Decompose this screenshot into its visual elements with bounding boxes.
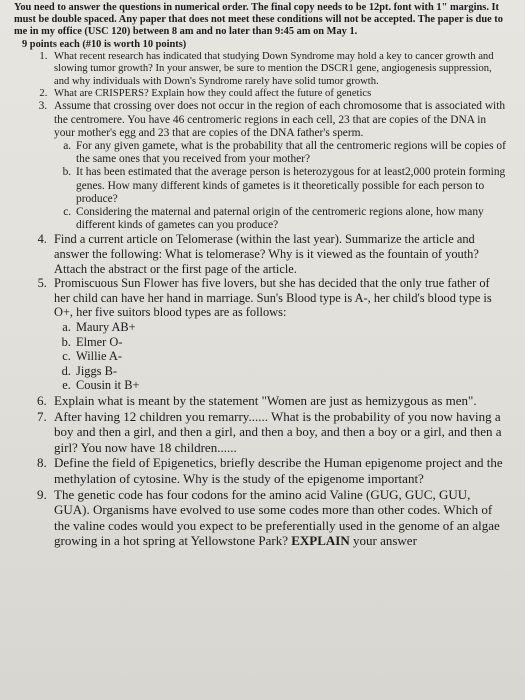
question-text: The genetic code has four codons for the amino acid Valine (GUG, GUC, GUU, GUA). Organisms have evolved to use some codes more than other codes. Which of the valine codes would you expect to be preferentially used in the genome of an algae growing in a hot spring at Yellowstone Park?	[54, 486, 500, 549]
question-text: Promiscuous Sun Flower has five lovers, but she has decided that the only true father of her child can have her hand in marriage. Sun's Blood type is A-, her child's blood type is O+, her five suitors blood types are as follows:	[54, 276, 492, 320]
question-tail: your answer	[353, 533, 417, 549]
question-emphasis: EXPLAIN	[291, 533, 350, 549]
question-text: Find a current article on Telomerase (within the last year). Summarize the article and answer the following: What is telomerase? Why is it viewed as the fountain of youth? Attach the abstract or the first page of the article.	[54, 232, 479, 276]
sub-question-a: a. For any given gamete, what is the probability that all the centromeric regions will be copies of the same ones that you received from your mother?	[74, 140, 507, 166]
question-text: What recent research has indicated that studying Down Syndrome may hold a key to cancer growth and slowing tumor growth? In your answer, be sure to mention the DSCR1 gene, angiogenesis suppression, and why individuals with Down's Syndrome rarely have solid tumor growth.	[54, 50, 494, 87]
question-9	[50, 487, 507, 549]
question-5	[50, 276, 507, 393]
suitor-list	[54, 320, 507, 393]
suitor-d: d. Jiggs B-	[74, 364, 507, 379]
sub-question-list	[54, 140, 507, 232]
points-note: 9 points each (#10 is worth 10 points)	[22, 38, 187, 50]
question-6	[50, 393, 507, 409]
suitor-c: c. Willie A-	[74, 349, 507, 364]
question-text: Define the field of Epigenetics, briefly describe the Human epigenome project and the methylation of cytosine. Why is the study of the epigenome important?	[54, 455, 503, 486]
suitor-a: a. Maury AB+	[74, 320, 507, 335]
question-text: Explain what is meant by the statement "Women are just as hemizygous as men".	[54, 393, 477, 408]
question-text: Assume that crossing over does not occur in the region of each chromosome that is associated with the centromere. You have 46 centromeric regions in each cell, 23 that are copies of the DNA in your mother's egg and 23 that are copies of the DNA father's sperm.	[54, 100, 506, 139]
sub-question-b: b. It has been estimated that the average person is heterozygous for at least2,000 protein forming genes. How many different kinds of gametes is it theoretically possible for each person to produce?	[74, 166, 507, 206]
sub-question-c: c. Considering the maternal and paternal origin of the centromeric regions alone, how many different kinds of gametes can you produce?	[74, 206, 507, 232]
question-2	[50, 88, 507, 100]
question-8	[50, 455, 507, 486]
question-list	[14, 51, 507, 549]
question-text: After having 12 children you remarry...... What is the probability of you now having a boy and then a girl, and then a girl, and then a boy, and then a boy or a girl, and then a girl? You now have 18 children......	[54, 408, 502, 455]
question-4	[50, 232, 507, 276]
question-1	[50, 51, 507, 88]
question-7	[50, 409, 507, 456]
suitor-e: e. Cousin it B+	[74, 378, 507, 393]
instructions: You need to answer the questions in numerical order. The final copy needs to be 12pt. font with 1" margins. It must be double spaced. Any paper that does not meet these conditions will not be accepted. The paper is due to me in my office (USC 120) between 8 am and no later than 9:45 am on May 1.	[14, 2, 503, 38]
question-text: What are CRISPERS? Explain how they could affect the future of genetics	[54, 88, 372, 100]
suitor-b: b. Elmer O-	[74, 335, 507, 350]
question-3	[50, 100, 507, 232]
